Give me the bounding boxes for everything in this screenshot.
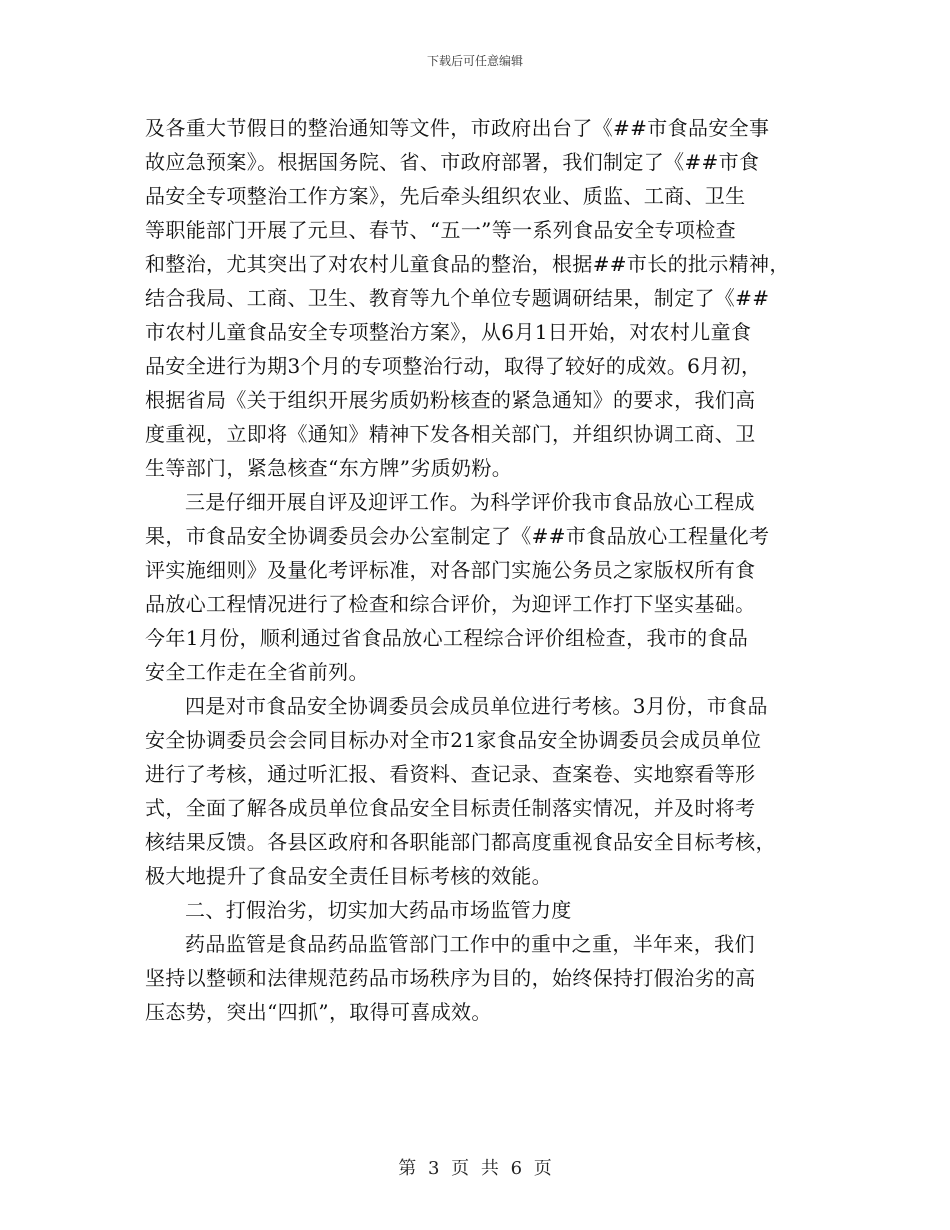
text-line: 核结果反馈。各县区政府和各职能部门都高度重视食品安全目标考核， — [145, 830, 776, 854]
text-line: 压态势，突出“四抓”，取得可喜成效。 — [145, 1000, 492, 1024]
text-line: 及各重大节假日的整治通知等文件，市政府出台了《##市食品安全事 — [145, 116, 770, 140]
text-line: 结合我局、工商、卫生、教育等九个单位专题调研结果，制定了《## — [145, 286, 770, 310]
text-line: 今年1月份，顺利通过省食品放心工程综合评价组检查，我市的食品 — [145, 626, 749, 650]
text-line: 品安全专项整治工作方案》，先后牵头组织农业、质监、工商、卫生 — [145, 184, 746, 208]
paragraph — [145, 893, 812, 927]
paragraph — [145, 927, 812, 1029]
paragraph — [145, 111, 812, 485]
text-line: 坚持以整顿和法律规范药品市场秩序为目的，始终保持打假治劣的高 — [145, 966, 756, 990]
text-line: 品放心工程情况进行了检查和综合评价，为迎评工作打下坚实基础。 — [145, 592, 756, 616]
text-line: 根据省局《关于组织开展劣质奶粉核查的紧急通知》的要求，我们高 — [145, 388, 756, 412]
page-header: 下载后可任意编辑 — [426, 54, 523, 68]
text-line: 故应急预案》。根据国务院、省、市政府部署，我们制定了《##市食 — [145, 150, 760, 174]
text-line: 和整治，尤其突出了对农村儿童食品的整治，根据##市长的批示精神， — [145, 252, 790, 276]
text-line: 果，市食品安全协调委员会办公室制定了《##市食品放心工程量化考 — [145, 524, 770, 548]
text-line: 生等部门，紧急核查“东方牌”劣质奶粉。 — [145, 456, 513, 480]
text-line: 品安全进行为期3个月的专项整治行动，取得了较好的成效。6月初， — [145, 354, 762, 378]
text-line: 三是仔细开展自评及迎评工作。为科学评价我市食品放心工程成 — [185, 490, 755, 514]
paragraph — [145, 689, 812, 893]
paragraph — [145, 485, 812, 689]
text-line: 安全工作走在全省前列。 — [145, 660, 369, 684]
text-line: 药品监管是食品药品监管部门工作中的重中之重，半年来，我们 — [185, 932, 755, 956]
text-line: 进行了考核，通过听汇报、看资料、查记录、查案卷、实地察看等形 — [145, 762, 756, 786]
text-line: 度重视，立即将《通知》精神下发各相关部门，并组织协调工商、卫 — [145, 422, 756, 446]
text-line: 等职能部门开展了元旦、春节、“五一”等一系列食品安全专项检查 — [145, 218, 736, 242]
text-line: 极大地提升了食品安全责任目标考核的效能。 — [145, 864, 552, 888]
text-line: 市农村儿童食品安全专项整治方案》，从6月1日开始，对农村儿童食 — [145, 320, 752, 344]
text-line: 评实施细则》及量化考评标准，对各部门实施公务员之家版权所有食 — [145, 558, 756, 582]
text-line: 二、打假治劣，切实加大药品市场监管力度 — [185, 898, 572, 922]
document-body — [145, 111, 812, 1029]
text-line: 四是对市食品安全协调委员会成员单位进行考核。3月份，市食品 — [185, 694, 768, 718]
page-footer: 第 3 页 共 6 页 — [398, 1158, 552, 1179]
text-line: 安全协调委员会会同目标办对全市21家食品安全协调委员会成员单位 — [145, 728, 762, 752]
text-line: 式，全面了解各成员单位食品安全目标责任制落实情况，并及时将考 — [145, 796, 756, 820]
